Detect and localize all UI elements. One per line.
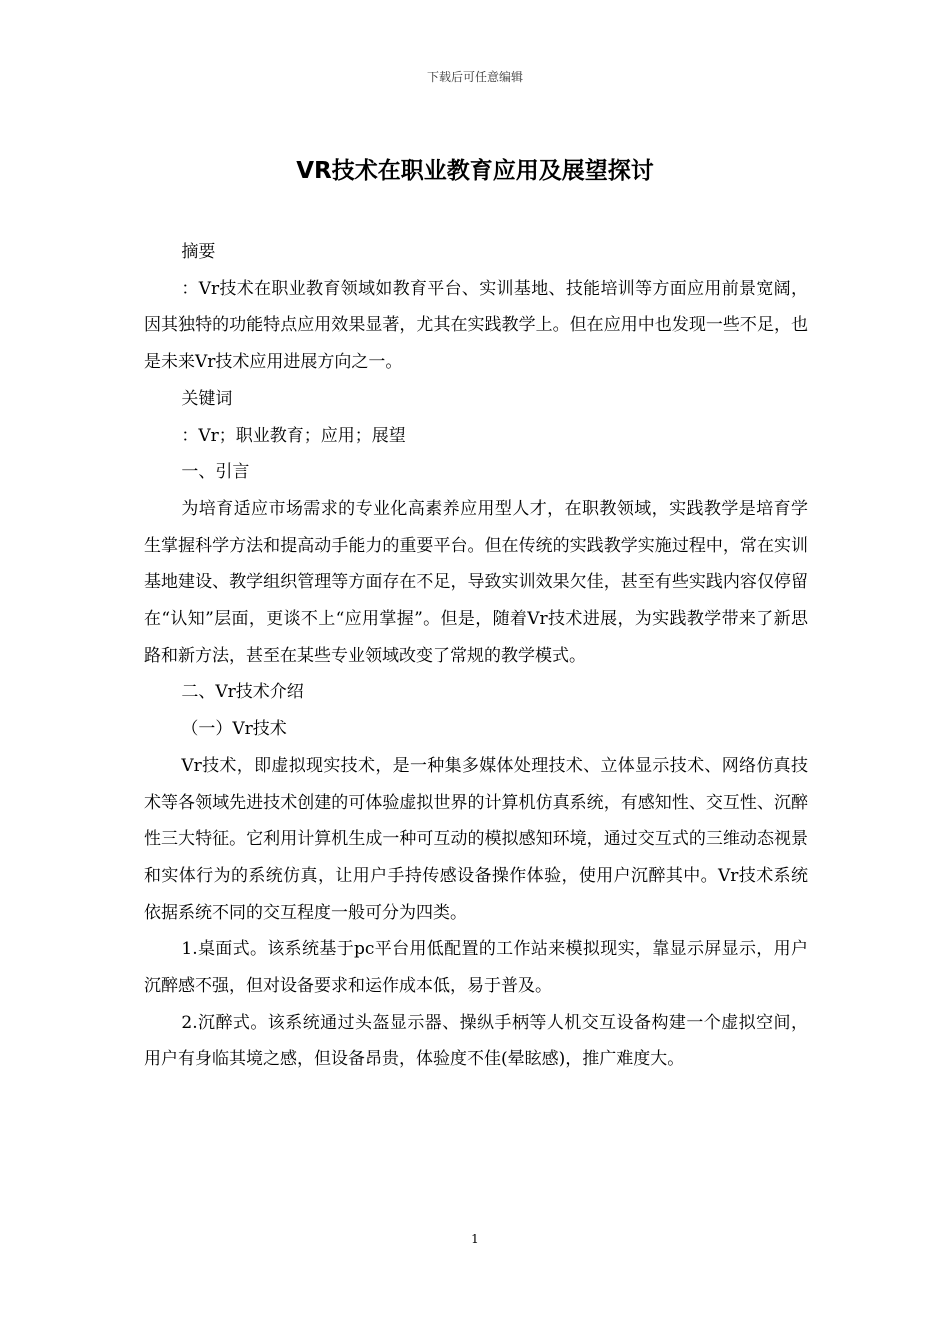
document-title: VR技术在职业教育应用及展望探讨 [296,158,654,184]
section-heading-vr-intro: 二、Vr技术介绍 [181,682,304,703]
document-body [144,234,808,1078]
keywords-paragraph: ：Vr；职业教育；应用；展望 [181,425,406,446]
section-heading-introduction: 一、引言 [181,462,250,483]
abstract-paragraph: ：Vr技术在职业教育领域如教育平台、实训基地、技能培训等方面应用前景宽阔，因其独特的功能特点应用效果显著，尤其在实践教学上。但在应用中也发现一些不足，也是未来Vr技术应用进展方向之一。 [144,278,808,373]
body-paragraph: Vr技术，即虚拟现实技术，是一种集多媒体处理技术、立体显示技术、网络仿真技术等各领域先进技术创建的可体验虚拟世界的计算机仿真系统，有感知性、交互性、沉醉性三大特征。它利用计算机生成一种可互动的模拟感知环境，通过交互式的三维动态视景和实体行为的系统仿真，让用户手持传感设备操作体验，使用户沉醉其中。Vr技术系统依据系统不同的交互程度一般可分为四类。 [144,755,808,923]
list-item-immersive: 2.沉醉式。该系统通过头盔显示器、操纵手柄等人机交互设备构建一个虚拟空间，用户有身临其境之感，但设备昂贵，体验度不佳(晕眩感)，推广难度大。 [144,1012,808,1070]
keywords-heading: 关键词 [181,388,233,409]
body-paragraph: 为培育适应市场需求的专业化高素养应用型人才，在职教领域，实践教学是培育学生掌握科学方法和提高动手能力的重要平台。但在传统的实践教学实施过程中，常在实训基地建设、教学组织管理等方面存在不足，导致实训效果欠佳，甚至有些实践内容仅停留在“认知”层面，更谈不上“应用掌握”。但是，随着Vr技术进展，为实践教学带来了新思路和新方法，甚至在某些专业领域改变了常规的教学模式。 [144,498,808,666]
abstract-heading: 摘要 [181,242,216,262]
list-item-desktop: 1.桌面式。该系统基于pc平台用低配置的工作站来模拟现实，靠显示屏显示，用户沉醉感不强，但对设备要求和运作成本低，易于普及。 [144,939,808,997]
page-number: 1 [471,1232,479,1246]
subsection-heading-vr: （一）Vr技术 [181,719,287,740]
header-note: 下载后可任意编辑 [426,70,523,84]
